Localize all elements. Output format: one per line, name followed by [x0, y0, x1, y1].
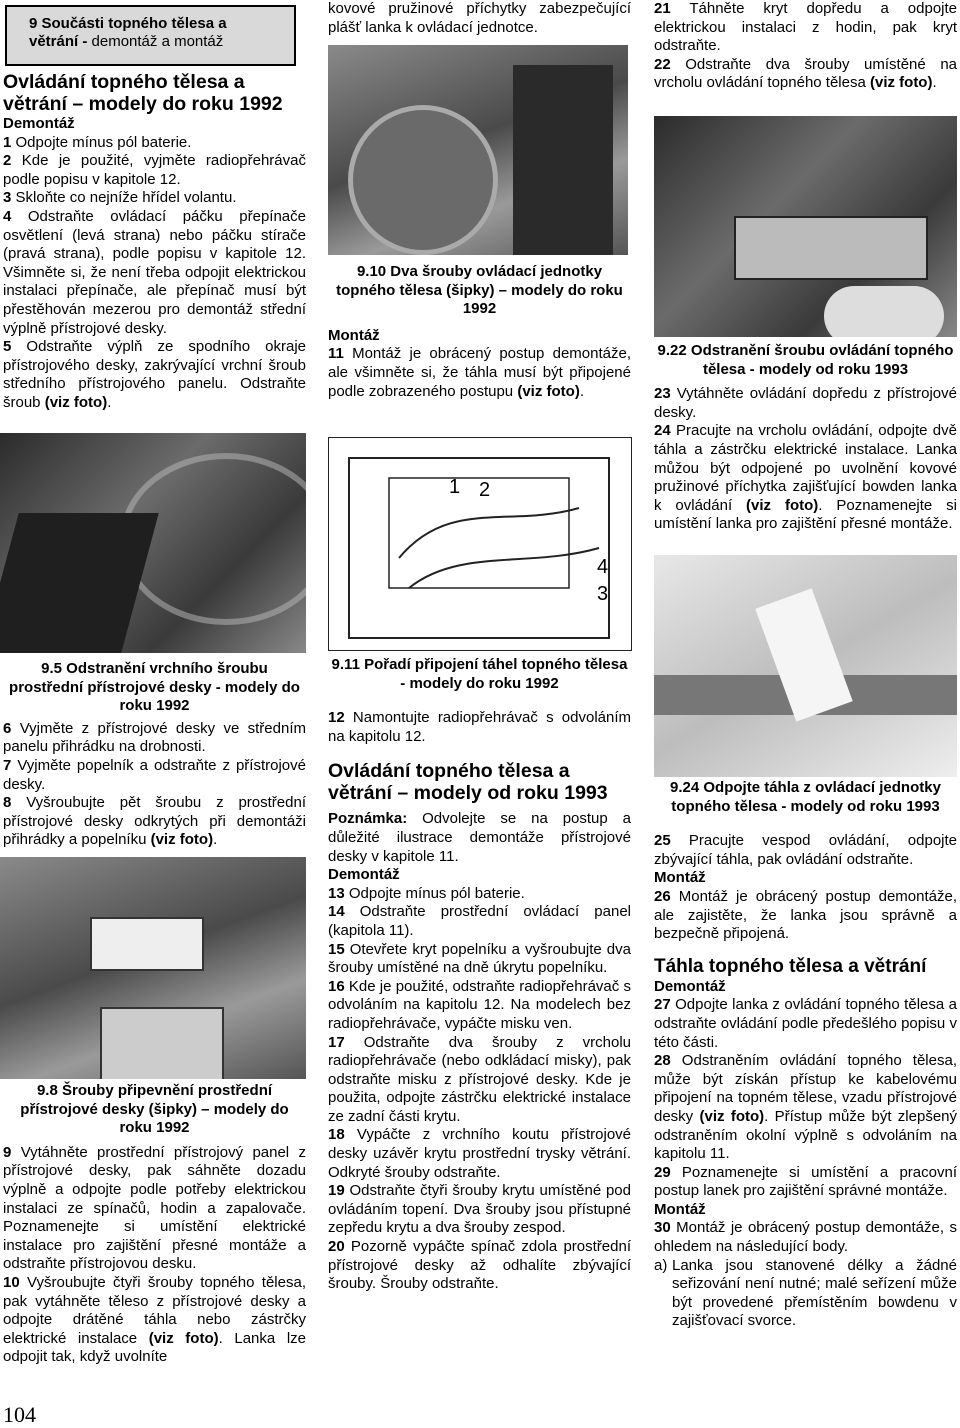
- step-number: 22: [654, 55, 671, 73]
- step-text: Namontujte radiopřehrávač s odvoláním na kapitolu 12.: [328, 709, 631, 745]
- step-text: Otevřete kryt popelníku a vyšroubujte dva šrouby umístěné na dně úkrytu popelníku.: [328, 940, 631, 977]
- step-text-end: .: [213, 831, 218, 849]
- paragraph-30: [654, 1219, 957, 1256]
- col3-paragraphs-2: [654, 385, 957, 534]
- step-paragraph: [654, 0, 957, 56]
- note-text: Odvolejte se na postup a důležité ilustrace demontáže přístrojové desky v kapitole 11.: [328, 810, 631, 865]
- caption-9-5: 9.5 Odstranění vrchního šroubu prostřední přístrojové desky - modely do roku 1992: [9, 660, 300, 715]
- caption-9-8: 9.8 Šrouby připevnění prostřední přístrojové desky (šipky) – modely do roku 1992: [20, 1082, 289, 1137]
- step-paragraph: [3, 134, 306, 153]
- column-1: [3, 71, 306, 413]
- column-2-b: [328, 263, 631, 401]
- step-paragraph: [3, 189, 306, 208]
- section-header-line2-rest: demontáž a montáž: [87, 33, 224, 50]
- step-number: 8: [3, 794, 12, 812]
- step-paragraph: [328, 978, 631, 1034]
- column-3-b: [654, 342, 957, 534]
- step-paragraph: [328, 1034, 631, 1127]
- step-number: 11: [328, 345, 344, 363]
- section-header-line2: [29, 33, 294, 51]
- list-item-a: [654, 1257, 957, 1331]
- heading-from-1993: Ovládání topného tělesa a větrání – modely od roku 1993: [328, 760, 608, 805]
- step-text: Vyšroubujte pět šroubu z prostřední přístrojové desky odkrytých při demontáži přihrádky a popelníku: [3, 794, 306, 849]
- step-paragraph: [328, 1126, 631, 1182]
- step-text-end: . Poznamenejte si umístění lanka pro zajištění přesné montáže.: [654, 496, 958, 533]
- subheading-demontaz: Demontáž: [3, 115, 75, 132]
- section-header-line2-bold: větrání -: [29, 33, 88, 50]
- step-number: 25: [654, 832, 671, 850]
- photo-ref: (viz foto): [517, 382, 580, 400]
- heading-tahla: Táhla topného tělesa a větrání: [654, 955, 927, 977]
- subheading-demontaz-2: Demontáž: [328, 866, 400, 884]
- subheading-montaz-1: Montáž: [328, 326, 380, 344]
- step-text: Odstraňte výplň ze spodního okraje přístrojového desky, zakrývající vrchní šroub středního přístrojového panelu. Odstraňte šroub: [3, 338, 306, 411]
- col3-paragraphs: [654, 0, 957, 93]
- step-text: Odstraňte dva šrouby z vrcholu radiopřehrávače (nebo odkládací misky), pak odstraňte misku z přístrojové desky. Kde je použita, odpojte zástrčku elektrické instalace ze zadní části krytu.: [328, 1033, 631, 1125]
- step-text: Vyšroubujte čtyři šrouby topného tělesa, pak vytáhněte těleso z přístrojové desky a odpojte drátěné táhla nebo zástrčky elektrické instalace: [3, 1273, 306, 1347]
- step-number: 3: [3, 189, 12, 207]
- step-paragraph: [3, 794, 306, 850]
- step-paragraph: [654, 1052, 957, 1164]
- step-text-end: . Přístup může být zlepšený odstraněním okolní výplně s odvoláním na kapitolu 11.: [654, 1107, 958, 1163]
- subheading-demontaz-3: Demontáž: [654, 977, 726, 995]
- step-number: 10: [3, 1273, 20, 1291]
- column-1-b: [3, 660, 306, 850]
- step-text: Montáž je obrácený postup demontáže, ale všimněte si, že táhla musí být připojené podle zobrazeného postupu: [328, 345, 631, 400]
- step-number: 27: [654, 996, 671, 1014]
- note-paragraph: [328, 810, 631, 866]
- step-text: Vypáčte z vrchního koutu přístrojové desky uzávěr krytu prostřední trysky větrání. Odkryté šrouby odstraňte.: [328, 1126, 631, 1181]
- step-number: 19: [328, 1182, 345, 1200]
- step-text: Pracujte vespod ovládání, odpojte zbývající táhla, pak ovládání odstraňte.: [654, 832, 957, 868]
- step-number: 2: [3, 152, 12, 170]
- col1-paragraphs: [3, 134, 306, 413]
- diagram-label-2: 2: [479, 479, 491, 501]
- list-item-a-label: a): [654, 1256, 668, 1274]
- step-text: Montáž je obrácený postup demontáže, s ohledem na následující body.: [654, 1219, 957, 1256]
- step-text: Pracujte na vrcholu ovládání, odpojte dvě táhla a zástrčku elektrické instalace. Lanka můžou být odpojené po uvolnění kovové pružinové příchytka zajišťující bowden lanka k ovládání: [654, 422, 957, 514]
- paragraph-26: [654, 888, 957, 944]
- step-number: 5: [3, 338, 12, 356]
- paragraph-25: [654, 832, 957, 869]
- step-number: 28: [654, 1052, 671, 1070]
- col2-top-text: kovové pružinové příchytky zabezpečující plášť lanka k ovládací jednotce.: [328, 0, 631, 36]
- column-3: [654, 0, 957, 93]
- step-number: 4: [3, 207, 12, 225]
- section-header-box: [5, 5, 296, 66]
- photo-9-8: [0, 857, 306, 1079]
- subheading-montaz-3: Montáž: [654, 1200, 706, 1218]
- diagram-label-4: 4: [597, 556, 609, 578]
- photo-9-5: [0, 433, 306, 653]
- column-1-c: [3, 1082, 306, 1367]
- section-header-line1: 9 Součásti topného tělesa a: [29, 15, 227, 32]
- step-number: 17: [328, 1033, 345, 1051]
- step-paragraph: [328, 1182, 631, 1238]
- column-2-c: [328, 656, 631, 1294]
- step-paragraph: [654, 385, 957, 422]
- photo-9-10: [328, 45, 628, 255]
- caption-9-22: 9.22 Odstranění šroubu ovládání topného tělesa - modely od roku 1993: [657, 342, 954, 378]
- step-text: Odpojte mínus pól baterie.: [11, 133, 192, 151]
- photo-ref: (viz foto): [150, 831, 214, 849]
- step-number: 30: [654, 1219, 671, 1237]
- diagram-label-3: 3: [597, 583, 609, 605]
- step-number: 23: [654, 385, 671, 403]
- step-number: 7: [3, 756, 12, 774]
- step-paragraph: [3, 208, 306, 338]
- step-text: Táhněte kryt dopředu a odpojte elektrickou instalaci z hodin, pak kryt odstraňte.: [654, 0, 957, 55]
- col3-paragraphs-3: [654, 996, 957, 1201]
- photo-ref: (viz foto): [746, 496, 819, 514]
- step-text: Odpojte lanka z ovládání topného tělesa a odstraňte ovládání podle předešlého popisu v této části.: [654, 996, 957, 1051]
- step-text: Odpojte mínus pól baterie.: [344, 884, 525, 902]
- heading-pre-1992: Ovládání topného tělesa a větrání – modely do roku 1992: [3, 71, 283, 115]
- step-number: 15: [328, 940, 345, 958]
- step-number: 9: [3, 1143, 12, 1161]
- diagram-9-11: [328, 437, 632, 651]
- step-paragraph: [654, 1164, 957, 1201]
- step-text: Montáž je obrácený postup demontáže, ale zajistěte, že lanka jsou správně a bezpečně připojená.: [654, 887, 957, 943]
- step-paragraph: [3, 757, 306, 794]
- photo-ref: (viz foto): [699, 1107, 765, 1125]
- col2-paragraphs: [328, 885, 631, 1294]
- caption-9-24: 9.24 Odpojte táhla z ovládací jednotky topného tělesa - modely od roku 1993: [670, 779, 941, 815]
- step-number: 16: [328, 977, 345, 995]
- step-paragraph: [3, 338, 306, 412]
- subheading-montaz-2: Montáž: [654, 869, 706, 887]
- caption-9-10: 9.10 Dva šrouby ovládací jednotky topného tělesa (šipky) – modely do roku 1992: [336, 263, 623, 318]
- column-3-c: [654, 779, 957, 1331]
- photo-ref: (viz foto): [869, 74, 933, 92]
- step-number: 12: [328, 709, 345, 727]
- step-text-end: .: [107, 393, 112, 411]
- photo-ref: (viz foto): [148, 1329, 219, 1347]
- step-text: Odstraňte prostřední ovládací panel (kapitola 11).: [328, 903, 631, 939]
- page-number: 104: [3, 1402, 36, 1427]
- step-paragraph: [3, 720, 306, 757]
- step-text: Poznamenejte si umístění a pracovní postup lanek pro zajištění správné montáže.: [654, 1163, 957, 1200]
- step-number: 26: [654, 887, 671, 905]
- step-number: 6: [3, 719, 12, 737]
- step-number: 29: [654, 1163, 671, 1181]
- step-text: Skloňte co nejníže hřídel volantu.: [11, 189, 237, 207]
- step-text: Kde je použité, odstraňte radiopřehrávač s odvoláním na kapitolu 12. Na modelech bez radiopřehrávače, vypáčte misku ven.: [328, 977, 631, 1032]
- photo-9-22: [654, 116, 957, 337]
- step-paragraph: [328, 903, 631, 940]
- step-number: 14: [328, 903, 345, 921]
- caption-9-11: 9.11 Pořadí připojení táhel topného tělesa - modely do roku 1992: [331, 656, 628, 692]
- step-paragraph: [654, 996, 957, 1052]
- step-text: Odstraňte čtyři šrouby krytu umístěné pod ovládáním topení. Dva šrouby jsou přístupné zepředu krytu a dva šrouby zespod.: [328, 1182, 631, 1237]
- photo-ref: (viz foto): [44, 393, 108, 411]
- step-paragraph: [3, 1274, 306, 1367]
- step-text-end: . Lanka lze odpojit tak, když uvolníte: [3, 1329, 306, 1366]
- step-paragraph: [328, 885, 631, 904]
- step-text: Odstraňte ovládací páčku přepínače osvětlení (levá strana) nebo páčku stírače (pravá strana), podle popisu v kapitole 12. Všimněte si, že není třeba odpojit elektrickou instalaci přepínače, ale přepínač musí být přestěhován mezerou pro demontáž střední výplně přístrojové desky.: [3, 207, 306, 337]
- step-text-end: .: [579, 382, 584, 400]
- step-number: 24: [654, 422, 671, 440]
- diagram-9-11-svg: [329, 438, 631, 650]
- step-number: 1: [3, 133, 12, 151]
- step-text: Vyjměte z přístrojové desky ve středním panelu přihrádku na drobnosti.: [3, 719, 306, 756]
- step-paragraph: [328, 941, 631, 978]
- step-text: Odstraňte dva šrouby umístěné na vrcholu ovládání topného tělesa: [654, 55, 957, 92]
- paragraph-11: [328, 345, 631, 401]
- col1-paragraphs-2: [3, 720, 306, 850]
- step-text: Vyjměte popelník a odstraňte z přístrojové desky.: [3, 756, 306, 793]
- step-paragraph: [654, 56, 957, 93]
- step-text: Odstraněním ovládání topného tělesa, může být získán přístup ke kabelovému připojení na topném tělese, vzadu přístrojové desky: [654, 1052, 957, 1125]
- step-paragraph: [654, 422, 957, 534]
- column-2: [328, 0, 631, 37]
- step-paragraph: [3, 152, 306, 189]
- step-paragraph: [3, 1144, 306, 1274]
- photo-9-24: [654, 555, 957, 777]
- step-text: Kde je použité, vyjměte radiopřehrávač podle popisu v kapitole 12.: [3, 152, 306, 188]
- list-item-a-text: Lanka jsou stanovené délky a žádné seřizování není nutné; malé seřízení může být provedené přemístěním bowdenu v zajišťovací svorce.: [672, 1256, 957, 1330]
- step-number: 18: [328, 1126, 345, 1144]
- step-number: 13: [328, 884, 345, 902]
- col1-paragraphs-3: [3, 1144, 306, 1367]
- step-number: 21: [654, 0, 671, 17]
- paragraph-12: [328, 709, 631, 746]
- step-text: Pozorně vypáčte spínač zdola prostřední přístrojové desky až odhalíte zbývající šrouby. Šrouby odstraňte.: [328, 1238, 631, 1293]
- step-paragraph: [328, 1238, 631, 1294]
- diagram-label-1: 1: [449, 476, 461, 498]
- step-text: Vytáhněte ovládání dopředu z přístrojové desky.: [654, 385, 957, 421]
- step-number: 20: [328, 1238, 345, 1256]
- step-text: Vytáhněte prostřední přístrojový panel z přístrojové desky, pak sáhněte dozadu výplně a odpojte podle potřeby elektrickou instalaci ze spínačů, hodin a zapalovače. Poznamenejte si umístění elektrické instalace pro zajištění přesné montáže a odstraňte přístrojovou desku.: [3, 1143, 306, 1273]
- step-text-end: .: [932, 74, 937, 92]
- note-label: Poznámka:: [328, 810, 408, 828]
